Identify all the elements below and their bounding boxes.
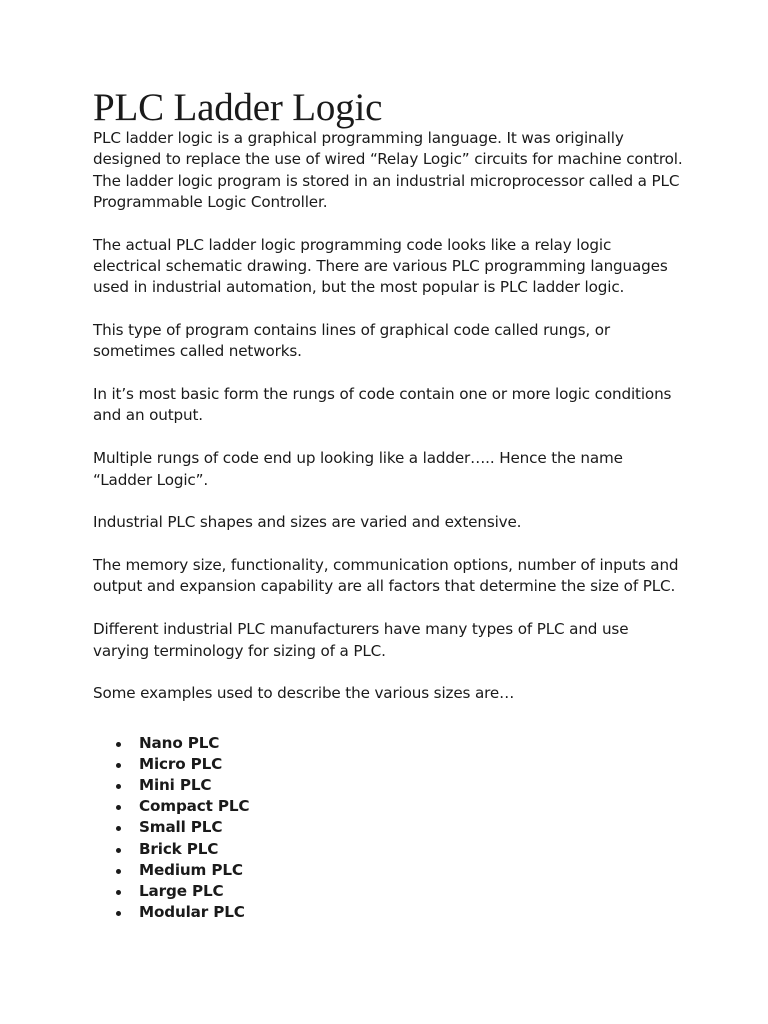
list-item	[93, 839, 683, 860]
list-item-label: Mini PLC	[139, 776, 212, 795]
list-item	[93, 733, 683, 754]
bullet-icon	[116, 805, 121, 810]
bullet-icon	[116, 826, 121, 831]
list-item	[93, 902, 683, 923]
list-item-label: Micro PLC	[139, 754, 223, 773]
bullet-icon	[116, 784, 121, 789]
paragraph-rungs: This type of program contains lines of graphical code called rungs, or sometimes called networks.	[93, 321, 610, 361]
paragraph-schematic: The actual PLC ladder logic programming code looks like a relay logic electrical schematic drawing. There are various PLC programming languages used in industrial automation, but the most popular is PLC ladder logic.	[93, 235, 668, 297]
list-item	[93, 817, 683, 838]
bullet-icon	[116, 890, 121, 895]
document-page	[93, 86, 683, 923]
list-item	[93, 881, 683, 902]
list-item-label: Brick PLC	[139, 839, 219, 858]
list-item-label: Nano PLC	[139, 733, 220, 752]
bullet-icon	[116, 742, 121, 747]
list-item	[93, 775, 683, 796]
list-item	[93, 754, 683, 775]
paragraph-examples-intro: Some examples used to describe the various sizes are…	[93, 684, 515, 703]
document-title: PLC Ladder Logic	[93, 86, 383, 129]
list-item-label: Small PLC	[139, 818, 223, 837]
bullet-icon	[116, 869, 121, 874]
list-item-label: Large PLC	[139, 882, 224, 901]
list-item-label: Modular PLC	[139, 903, 245, 922]
document-body	[93, 128, 683, 705]
list-item-label: Medium PLC	[139, 860, 243, 879]
list-item-label: Compact PLC	[139, 797, 250, 816]
bullet-icon	[116, 911, 121, 916]
paragraph-ladder-name: Multiple rungs of code end up looking like a ladder….. Hence the name “Ladder Logic”.	[93, 449, 623, 489]
bullet-icon	[116, 848, 121, 853]
paragraph-basic-form: In it’s most basic form the rungs of code contain one or more logic conditions and an output.	[93, 385, 672, 425]
list-item	[93, 796, 683, 817]
paragraph-intro: PLC ladder logic is a graphical programming language. It was originally designed to replace the use of wired “Relay Logic” circuits for machine control. The ladder logic program is stored in an industrial microprocessor called a PLC Programmable Logic Controller.	[93, 129, 683, 211]
bullet-icon	[116, 763, 121, 768]
plc-size-list	[93, 733, 683, 924]
list-item	[93, 860, 683, 881]
paragraph-shapes-sizes: Industrial PLC shapes and sizes are varied and extensive.	[93, 513, 522, 532]
paragraph-manufacturers: Different industrial PLC manufacturers have many types of PLC and use varying terminology for sizing of a PLC.	[93, 620, 629, 660]
paragraph-factors: The memory size, functionality, communication options, number of inputs and output and expansion capability are all factors that determine the size of PLC.	[93, 556, 679, 596]
